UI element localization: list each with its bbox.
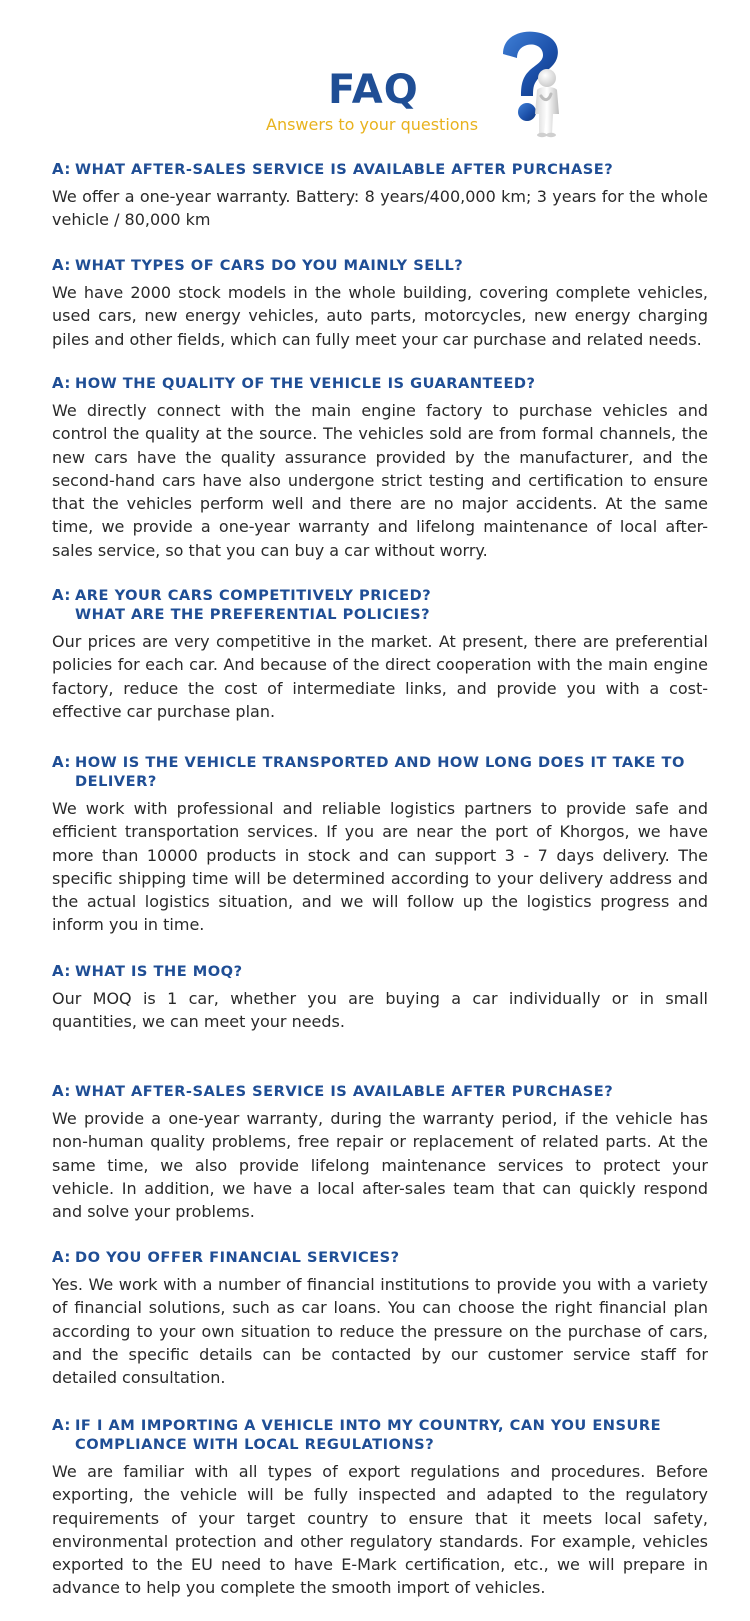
- faq-question: [52, 160, 708, 179]
- faq-question: [52, 1082, 708, 1101]
- faq-answer: We provide a one-year warranty, during the warranty period, if the vehicle has non-human quality problems, free repair or replacement of related parts. At the same time, we also provide lifelong maintenance services to protect your vehicle. In addition, we have a local after-sales team that can quickly respond and solve your problems.: [52, 1109, 708, 1222]
- faq-question: [52, 962, 708, 981]
- faq-answer: We offer a one-year warranty. Battery: 8 years/400,000 km; 3 years for the whole vehicle / 80,000 km: [52, 187, 708, 230]
- question-text: WHAT IS THE MOQ?: [75, 963, 243, 980]
- question-text: HOW IS THE VEHICLE TRANSPORTED AND HOW LONG DOES IT TAKE TO DELIVER?: [75, 754, 685, 790]
- answer-prefix: A:: [52, 374, 71, 392]
- faq-question: [52, 753, 708, 791]
- faq-answer: We are familiar with all types of export regulations and procedures. Before exporting, the vehicle will be fully inspected and adapted to the regulatory requirements of your target country to ensure that it meets local safety, environmental protection and other regulatory standards. For example, vehicles exported to the EU need to have E-Mark certification, etc., we will prepare in advance to help you complete the smooth import of vehicles.: [52, 1462, 708, 1598]
- faq-header: [0, 0, 750, 150]
- faq-answer: We have 2000 stock models in the whole building, covering complete vehicles, used cars, new energy vehicles, auto parts, motorcycles, new energy charging piles and other fields, which can fully meet your car purchase and related needs.: [52, 283, 708, 349]
- question-text: WHAT TYPES OF CARS DO YOU MAINLY SELL?: [75, 257, 464, 274]
- faq-item: [52, 1248, 708, 1389]
- question-text: DO YOU OFFER FINANCIAL SERVICES?: [75, 1249, 400, 1266]
- question-mark-figure-icon: [495, 28, 575, 140]
- faq-item: [52, 256, 708, 351]
- faq-question: [52, 374, 708, 393]
- question-text: WHAT AFTER-SALES SERVICE IS AVAILABLE AFTER PURCHASE?: [75, 1083, 614, 1100]
- faq-item: [52, 1416, 708, 1600]
- question-text: IF I AM IMPORTING A VEHICLE INTO MY COUNTRY, CAN YOU ENSURE COMPLIANCE WITH LOCAL REGULATIONS?: [75, 1417, 662, 1453]
- faq-item: [52, 160, 708, 232]
- faq-question: [52, 586, 708, 624]
- faq-answer: Yes. We work with a number of financial institutions to provide you with a variety of financial solutions, such as car loans. You can choose the right financial plan according to your own situation to reduce the pressure on the purchase of cars, and the specific details can be contacted by our customer service staff for detailed consultation.: [52, 1275, 708, 1388]
- answer-prefix: A:: [52, 160, 71, 178]
- faq-answer: Our prices are very competitive in the market. At present, there are preferential policies for each car. And because of the direct cooperation with the main engine factory, reduce the cost of intermediate links, and provide you with a cost-effective car purchase plan.: [52, 632, 708, 721]
- answer-prefix: A:: [52, 1416, 71, 1434]
- faq-item: [52, 1082, 708, 1223]
- question-text: WHAT AFTER-SALES SERVICE IS AVAILABLE AFTER PURCHASE?: [75, 161, 614, 178]
- faq-item: [52, 962, 708, 1034]
- answer-prefix: A:: [52, 962, 71, 980]
- answer-prefix: A:: [52, 1248, 71, 1266]
- question-text: ARE YOUR CARS COMPETITIVELY PRICED? WHAT ARE THE PREFERENTIAL POLICIES?: [75, 587, 432, 623]
- faq-answer: Our MOQ is 1 car, whether you are buying a car individually or in small quantities, we can meet your needs.: [52, 989, 708, 1032]
- page-title: FAQ: [328, 67, 419, 113]
- answer-prefix: A:: [52, 586, 71, 604]
- answer-prefix: A:: [52, 1082, 71, 1100]
- page-subtitle: Answers to your questions: [266, 115, 479, 134]
- faq-answer: We directly connect with the main engine factory to purchase vehicles and control the quality at the source. The vehicles sold are from formal channels, the new cars have the quality assurance provided by the manufacturer, and the second-hand cars have also undergone strict testing and certification to ensure that the vehicles perform well and there are no major accidents. At the same time, we provide a one-year warranty and lifelong maintenance of local after-sales service, so that you can buy a car without worry.: [52, 401, 708, 560]
- answer-prefix: A:: [52, 753, 71, 771]
- faq-item: [52, 374, 708, 562]
- question-text: HOW THE QUALITY OF THE VEHICLE IS GUARANTEED?: [75, 375, 536, 392]
- faq-question: [52, 1248, 708, 1267]
- faq-answer: We work with professional and reliable logistics partners to provide safe and efficient transportation services. If you are near the port of Khorgos, we have more than 10000 products in stock and can support 3 - 7 days delivery. The specific shipping time will be determined according to your delivery address and the actual logistics situation, and we will follow up the logistics progress and inform you in time.: [52, 799, 708, 935]
- faq-item: [52, 586, 708, 723]
- faq-item: [52, 753, 708, 937]
- faq-question: [52, 1416, 708, 1454]
- faq-question: [52, 256, 708, 275]
- answer-prefix: A:: [52, 256, 71, 274]
